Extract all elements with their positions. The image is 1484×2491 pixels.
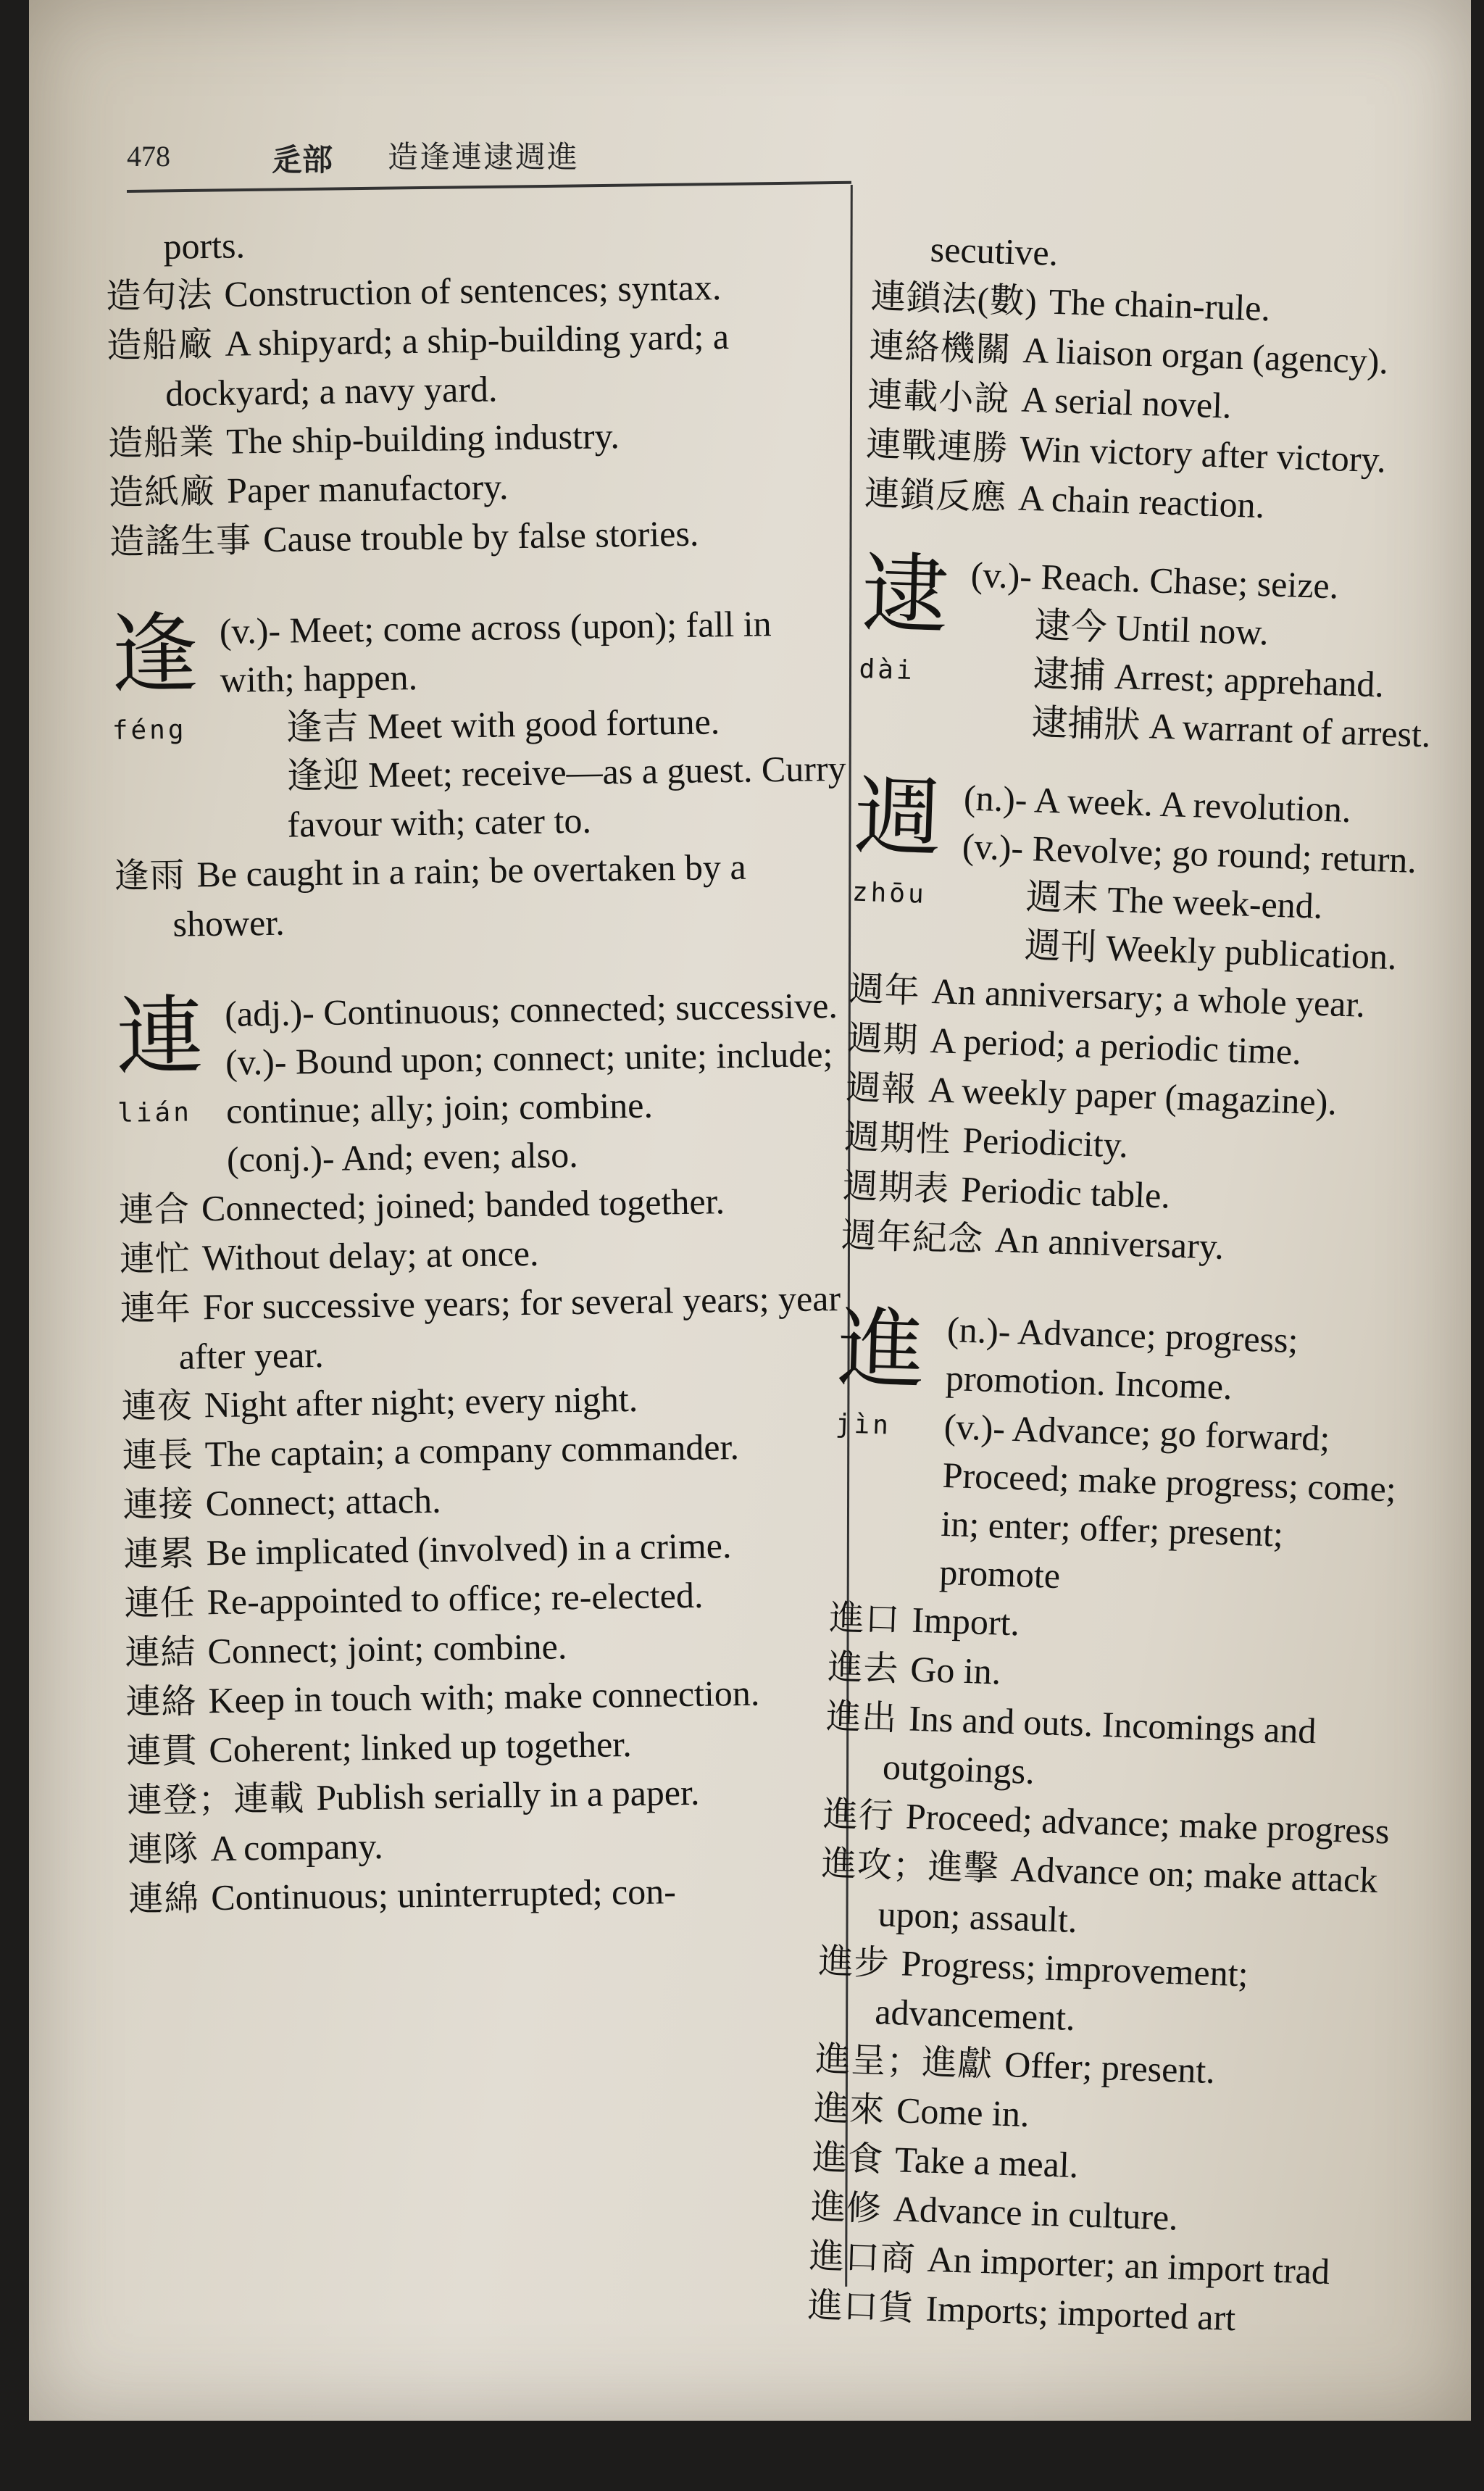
- entry-definition: Import.: [911, 1599, 1020, 1644]
- headword-char: 進: [836, 1298, 927, 1402]
- entry-headword: 週期: [846, 1019, 920, 1060]
- sense-line: (v.)- Meet; come across (upon); fall in with; happen.: [219, 603, 772, 700]
- headword-pinyin: jìn: [835, 1409, 892, 1441]
- entry-headword: 連結: [125, 1633, 196, 1673]
- entry-headword: 連累: [123, 1534, 196, 1574]
- entry-headword: 造紙廠: [108, 472, 216, 512]
- sense-line: 週刊 Weekly publication.: [1023, 925, 1398, 978]
- entry-definition: Be implicated (involved) in a crime.: [206, 1525, 732, 1573]
- entry-headword: 進修: [810, 2187, 883, 2229]
- sense-line: (v.)- Advance; go forward; Proceed; make progress; come; in; enter; offer; present; promote: [938, 1405, 1397, 1597]
- sense-line: (v.)- Reach. Chase; seize.: [970, 554, 1340, 607]
- entry-definition: Keep in touch with; make connection.: [208, 1672, 760, 1721]
- headword-block-lian: [116, 981, 858, 1186]
- entry-definition: Continuous; uninterrupted; con-: [210, 1871, 677, 1918]
- entry-headword: 連登；連載: [127, 1779, 305, 1821]
- headword-pinyin: lián: [117, 1097, 193, 1128]
- dictionary-entry: [816, 1937, 1398, 2053]
- entry-headword: 進來: [813, 2089, 886, 2130]
- headword-char: 逢: [110, 604, 199, 706]
- entry-headword: 逢雨: [114, 856, 186, 896]
- sense-line: 逮今 Until now.: [1033, 604, 1270, 653]
- entry-definition: Connected; joined; banded together.: [201, 1181, 725, 1229]
- entry-definition: A chain reaction.: [1017, 477, 1266, 526]
- zhou-entries: [841, 964, 1429, 1278]
- dictionary-entry: [824, 1692, 1406, 1808]
- entry-definition: Proceed; advance; make progress: [905, 1795, 1391, 1852]
- entry-headword: 連長: [122, 1436, 194, 1476]
- headword-block-jin: [830, 1298, 1419, 1611]
- entry-definition: Night after night; every night.: [204, 1378, 638, 1426]
- entry-definition: A serial novel.: [1020, 378, 1233, 426]
- entry-definition: Go in.: [909, 1648, 1002, 1692]
- entry-definition: A period; a periodic time.: [929, 1020, 1302, 1073]
- dictionary-entry: [109, 507, 849, 567]
- entry-headword: 進步: [817, 1942, 891, 1983]
- headword-char: 週: [853, 766, 943, 870]
- entry-headword: 連絡機關: [868, 326, 1012, 370]
- entry-definition: A weekly paper (magazine).: [928, 1069, 1338, 1123]
- dictionary-entry: [114, 841, 854, 949]
- entry-headword: 連接: [122, 1485, 195, 1525]
- entry-headword: 週期表: [842, 1167, 951, 1209]
- entry-headword: 連綿: [128, 1879, 200, 1919]
- entry-headword: 連任: [124, 1584, 196, 1623]
- headword-block-feng: [110, 599, 853, 852]
- head-characters: 造逢連逮週進: [388, 141, 580, 175]
- right-top-entries: [864, 223, 1452, 536]
- sense-line: 逢吉 Meet with good fortune.: [285, 701, 720, 748]
- entry-definition: An importer; an import trad: [926, 2238, 1330, 2292]
- entry-definition: Advance on; make attack upon; assault.: [877, 1848, 1379, 1940]
- entry-headword: 進出: [825, 1697, 899, 1739]
- entry-headword: 連忙: [119, 1239, 191, 1279]
- right-column: [807, 223, 1453, 2348]
- entry-headword: 進呈；進獻: [814, 2039, 994, 2084]
- entry-definition: The captain; a company commander.: [204, 1426, 740, 1475]
- page-number: 478: [127, 140, 170, 172]
- entry-headword: 造句法: [106, 275, 213, 316]
- entry-definition: A company.: [209, 1825, 384, 1869]
- entry-definition: Win victory after victory.: [1019, 428, 1387, 481]
- entry-definition: Periodic table.: [960, 1168, 1171, 1216]
- headword-pinyin: dài: [859, 654, 916, 686]
- entry-definition: Take a meal.: [894, 2139, 1080, 2186]
- dictionary-entry: [107, 311, 847, 419]
- dictionary-page: [29, 0, 1471, 2421]
- headword-char: 連: [115, 986, 204, 1089]
- entry-headword: 造謠生事: [109, 521, 252, 562]
- sense-line: (n.)- A week. A revolution.: [963, 777, 1352, 831]
- sense-line: 週末 The week-end.: [1025, 876, 1324, 926]
- sense-line: (v.)- Bound upon; connect; unite; include; continue; ally; join; combine.: [225, 1034, 833, 1131]
- entry-headword: 進口貨: [806, 2286, 915, 2329]
- entry-definition: Progress; improvement; advancement.: [874, 1942, 1249, 2038]
- entry-definition: Re-appointed to office; re-elected.: [207, 1574, 704, 1623]
- entry-definition: Connect; joint; combine.: [207, 1626, 567, 1672]
- entry-headword: 連年: [120, 1289, 192, 1328]
- radical-section: 辵部: [272, 144, 333, 178]
- entry-headword: 連隊: [127, 1830, 199, 1870]
- entry-headword: 週期性: [843, 1118, 952, 1160]
- entry-definition: Connect; attach.: [205, 1479, 441, 1524]
- entry-definition: A shipyard; a ship-building yard; a dockyard; a navy yard.: [164, 315, 730, 414]
- entry-headword: 連鎖法(數): [870, 277, 1038, 322]
- entry-headword: 週報: [845, 1068, 918, 1110]
- entry-headword: 週年: [848, 970, 921, 1011]
- sense-line: (conj.)- And; even; also.: [226, 1134, 579, 1180]
- entry-headword: 造船業: [107, 423, 215, 463]
- sense-line: (adj.)- Continuous; connected; successive.: [224, 984, 838, 1034]
- headword-pinyin: féng: [112, 715, 187, 746]
- entry-definition: An anniversary.: [994, 1218, 1225, 1267]
- entry-definition: Periodicity.: [962, 1119, 1129, 1165]
- headword-pinyin: zhōu: [851, 877, 928, 910]
- sense-line: 逢迎 Meet; receive—as a guest. Curry favour with; cater to.: [286, 747, 846, 845]
- entry-definition: ports.: [163, 225, 246, 267]
- entry-definition: The ship-building industry.: [225, 415, 620, 462]
- dictionary-entry: [128, 1865, 868, 1924]
- headword-char: 逮: [859, 543, 951, 647]
- entry-headword: 進行: [822, 1795, 895, 1836]
- entry-headword: 連戰連勝: [865, 425, 1009, 468]
- entry-headword: 連合: [118, 1190, 191, 1230]
- header-rule: [127, 181, 851, 193]
- entry-headword: 進攻；進擊: [821, 1844, 1000, 1889]
- entry-headword: 進去: [827, 1648, 900, 1689]
- entry-headword: 連鎖反應: [864, 474, 1008, 517]
- entry-definition: Imports; imported art: [925, 2287, 1237, 2339]
- sense-line: 逮捕 Arrest; apprehand.: [1032, 653, 1385, 705]
- entry-definition: A liaison organ (agency).: [1022, 329, 1389, 382]
- entry-definition: Cause trouble by false stories.: [262, 512, 699, 560]
- dictionary-entry: [820, 1839, 1402, 1955]
- lian-entries: [119, 1176, 868, 1924]
- entry-headword: 進口商: [809, 2237, 917, 2279]
- headword-block-zhou: [850, 766, 1435, 983]
- entry-definition: Advance in culture.: [893, 2188, 1179, 2238]
- entry-headword: 連絡: [125, 1682, 197, 1722]
- entry-headword: 連載小說: [867, 375, 1011, 420]
- entry-definition: Come in.: [896, 2089, 1030, 2135]
- headword-block-dai: [857, 543, 1443, 760]
- entry-definition: The chain-rule.: [1048, 280, 1271, 329]
- entry-definition: An anniversary; a whole year.: [930, 970, 1366, 1025]
- entry-definition: Ins and outs. Incomings and outgoings.: [882, 1697, 1317, 1792]
- entry-definition: Construction of sentences; syntax.: [224, 267, 722, 315]
- entry-headword: 連貫: [126, 1731, 198, 1771]
- entry-definition: Coherent; linked up together.: [209, 1723, 632, 1771]
- entry-headword: 進食: [812, 2138, 884, 2179]
- entry-headword: 週年紀念: [841, 1216, 984, 1260]
- sense-line: (n.)- Advance; progress; promotion. Income.: [945, 1308, 1299, 1407]
- entry-definition: secutive.: [930, 228, 1059, 274]
- dictionary-entry: [120, 1274, 860, 1382]
- jin-entries: [807, 1593, 1410, 2348]
- entry-definition: Be caught in a rain; be overtaken by a shower.: [172, 846, 746, 944]
- sense-line: 逮捕狀 A warrant of arrest.: [1030, 702, 1432, 755]
- entry-definition: Without delay; at once.: [201, 1232, 539, 1278]
- left-column: [105, 213, 868, 1924]
- running-head: [127, 130, 1359, 181]
- feng-entries: [114, 841, 854, 949]
- sense-line: (v.)- Revolve; go round; return.: [962, 826, 1417, 881]
- left-top-entries: [105, 213, 849, 567]
- entry-headword: 造船廠: [106, 325, 214, 365]
- entry-definition: Paper manufactory.: [226, 466, 509, 511]
- entry-definition: For successive years; for several years; year after year.: [178, 1277, 841, 1377]
- entry-definition: Publish serially in a paper.: [315, 1771, 700, 1818]
- entry-headword: 進口: [828, 1599, 901, 1640]
- entry-definition: Offer; present.: [1004, 2043, 1216, 2092]
- entry-headword: 連夜: [121, 1386, 193, 1426]
